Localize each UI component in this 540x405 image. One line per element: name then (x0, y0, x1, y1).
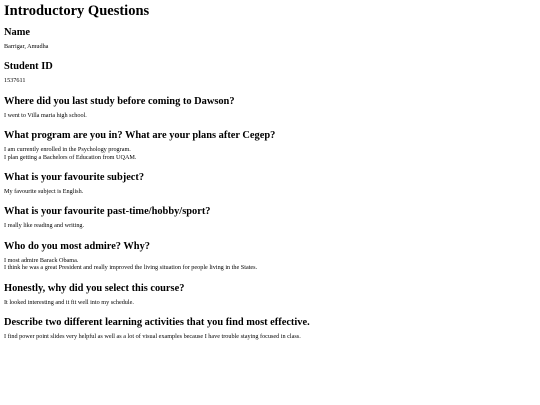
section-student-id (4, 60, 536, 84)
section-hobby (4, 205, 536, 229)
question-heading: What program are you in? What are your plans after Cegep? (4, 130, 276, 142)
answer-text (4, 222, 536, 229)
answer-text (4, 43, 536, 50)
question-heading: Name (4, 27, 30, 38)
answer-text (4, 257, 536, 272)
section-learning-activities (4, 316, 536, 340)
answer-text (4, 77, 536, 84)
question-heading: What is your favourite subject? (4, 172, 145, 184)
answer-line: Barrigar, Amudha (4, 43, 49, 50)
answer-line: I find power point slides very helpful as well as a lot of visual examples because I have trouble staying focused in class. (4, 333, 301, 341)
section-last-study (4, 95, 536, 119)
answer-line: 1537611 (4, 77, 26, 85)
answer-line: I am currently enrolled in the Psychology program. (4, 146, 131, 154)
question-heading: Where did you last study before coming to Dawson? (4, 95, 235, 107)
question-heading: Student ID (4, 61, 53, 73)
section-admire (4, 240, 536, 272)
question-heading: Honestly, why did you select this course? (4, 282, 185, 294)
answer-line: My favourite subject is English. (4, 188, 84, 196)
answer-line: I plan getting a Bachelors of Education from UQAM. (4, 153, 137, 161)
answer-line: I really like reading and writing. (4, 222, 85, 230)
question-heading: Describe two different learning activities that you find most effective. (4, 317, 310, 329)
answer-line: I went to Villa maria high school. (4, 111, 87, 119)
page-title: Introductory Questions (4, 3, 150, 19)
answer-text (4, 146, 536, 161)
answer-line: I most admire Barack Obama. (4, 256, 79, 264)
section-program (4, 129, 536, 161)
section-favourite-subject (4, 171, 536, 195)
section-course-reason (4, 282, 536, 306)
section-name (4, 26, 536, 50)
answer-text (4, 112, 536, 119)
answer-text (4, 333, 536, 340)
question-heading: What is your favourite past-time/hobby/sport? (4, 206, 211, 218)
answer-line: I think he was a great President and really improved the living situation for people living in the States. (4, 264, 258, 272)
question-heading: Who do you most admire? Why? (4, 240, 150, 252)
answer-text (4, 188, 536, 195)
answer-line: It looked interesting and it fit well into my schedule. (4, 298, 134, 306)
answer-text (4, 299, 536, 306)
